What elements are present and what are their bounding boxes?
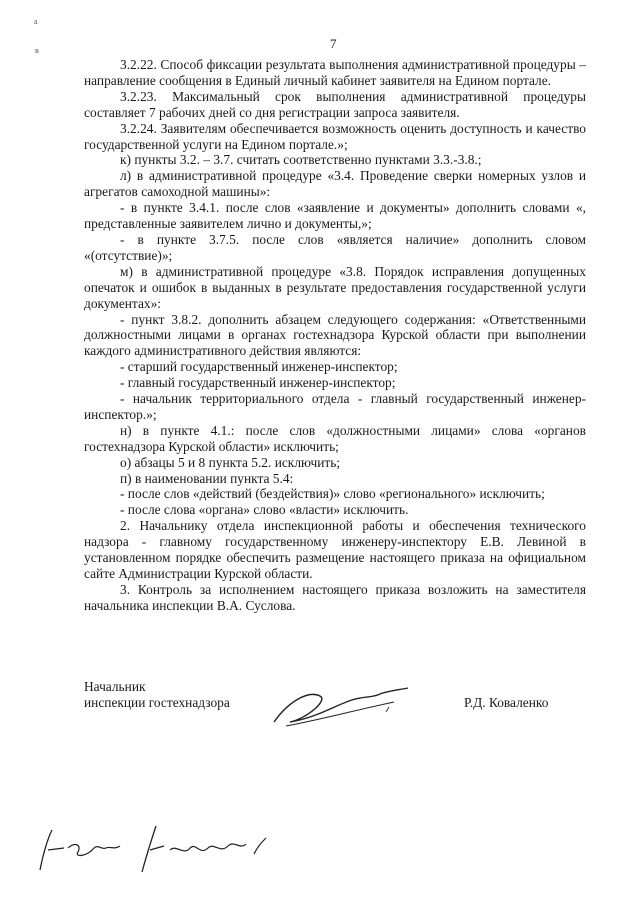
paragraph: 3.2.24. Заявителям обеспечивается возможность оценить доступность и качество государственной услуги на Едином портале.»;	[84, 120, 586, 152]
document-body	[84, 57, 586, 614]
paragraph: - в пункте 3.4.1. после слов «заявление и документы» дополнить словами «, представленные заявителем лично и документы,»;	[84, 200, 586, 232]
signatory-title-line: инспекции гостехнадзора	[84, 694, 230, 710]
paragraph: - после слова «органа» слово «власти» исключить.	[120, 502, 409, 518]
paragraph: - начальник территориального отдела - главный государственный инженер-инспектор.»;	[84, 391, 586, 422]
paragraph: 3.2.23. Максимальный срок выполнения административной процедуры составляет 7 рабочих дней со дня регистрации запроса заявителя.	[84, 88, 586, 120]
paragraph: м) в административной процедуре «3.8. Порядок исправления допущенных опечаток и ошибок в выданных в результате предоставления государственной услуги документах»:	[84, 263, 586, 311]
corner-mark: а	[34, 17, 38, 26]
paragraph: к) пункты 3.2. – 3.7. считать соответственно пунктами 3.3.-3.8.;	[120, 152, 482, 168]
paragraph: - после слов «действий (бездействия)» слово «регионального» исключить;	[120, 486, 545, 502]
paragraph: - в пункте 3.7.5. после слов «является наличие» дополнить словом «(отсутствие)»;	[84, 231, 586, 263]
paragraph: о) абзацы 5 и 8 пункта 5.2. исключить;	[120, 454, 341, 470]
handwritten-note	[30, 820, 280, 880]
corner-mark: в	[35, 46, 39, 55]
paragraph: 3.2.22. Способ фиксации результата выполнения административной процедуры – направление сообщения в Единый личный кабинет заявителя на Едином портале.	[84, 57, 586, 88]
page-number: 7	[330, 36, 337, 51]
paragraph: н) в пункте 4.1.: после слов «должностными лицами» слова «органов гостехнадзора Курской области» исключить;	[84, 422, 586, 454]
signatory-name: Р.Д. Коваленко	[464, 695, 549, 710]
signatory-title-line: Начальник	[84, 679, 146, 694]
paragraph: п) в наименовании пункта 5.4:	[120, 470, 294, 486]
paragraph: - пункт 3.8.2. дополнить абзацем следующего содержания: «Ответственными должностными лицами в органах гостехнадзора Курской области при выполнении каждого административного действия являются:	[84, 311, 586, 359]
handwritten-signature	[268, 682, 418, 732]
paragraph: 3. Контроль за исполнением настоящего приказа возложить на заместителя начальника инспекции В.А. Суслова.	[84, 581, 586, 613]
paragraph: 2. Начальнику отдела инспекционной работы и обеспечения технического надзора - главному государственному инженеру-инспектору Е.В. Левиной в установленном порядке обеспечить размещение настоящего приказа на официальном сайте Администрации Курской области.	[84, 518, 586, 581]
paragraph: - старший государственный инженер-инспектор;	[120, 359, 398, 375]
paragraph: л) в административной процедуре «3.4. Проведение сверки номерных узлов и агрегатов самоходной машины»:	[84, 168, 586, 200]
paragraph: - главный государственный инженер-инспектор;	[120, 375, 396, 391]
